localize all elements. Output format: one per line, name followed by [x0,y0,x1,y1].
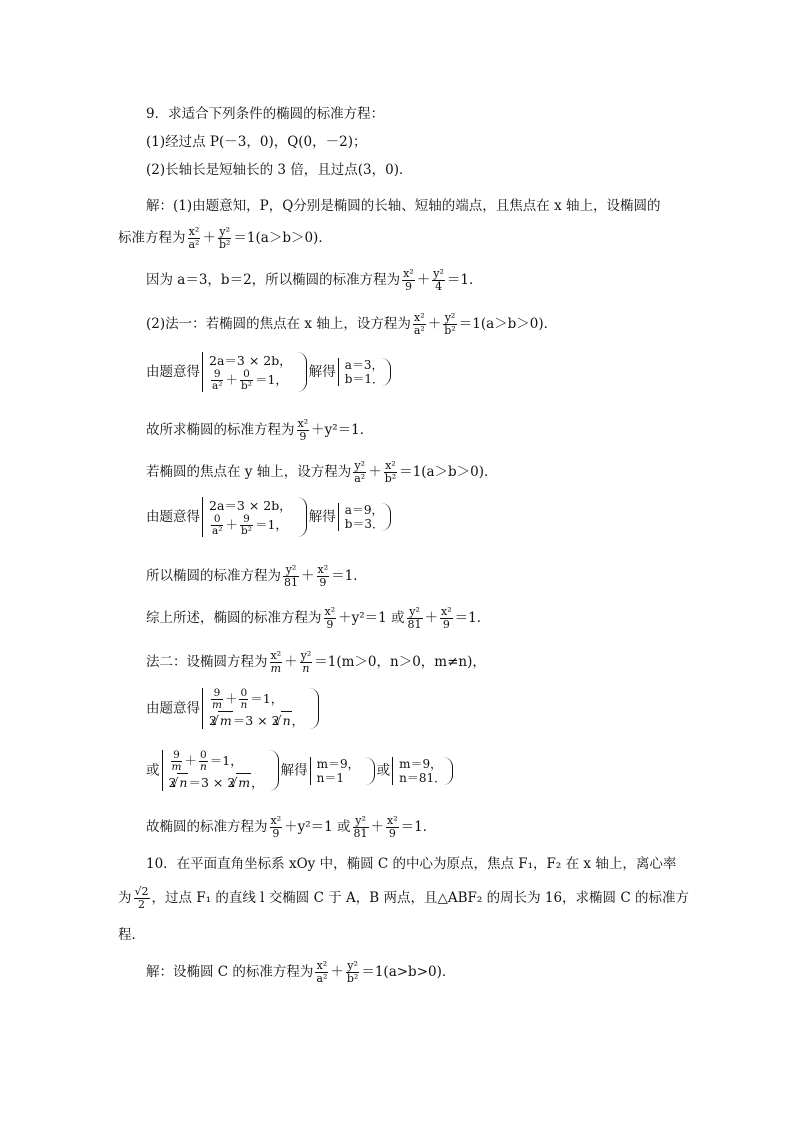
fraction: $\frac{\text{x²}}{\text{a²}}$ [316,959,328,985]
solution-system: a＝3， b＝1． [338,358,391,386]
q10-line-2: 为 $\frac{√2}{2}$ ，过点 F₁ 的直线 l 交椭圆 C 于 A，B 两点，且△ABF₂ 的周长为 16，求椭圆 C 的标准方 [118,885,689,911]
fraction: $\frac{\text{y²}}{\text{b²}}$ [218,225,231,251]
q9-summary: 综上所述，椭圆的标准方程为 $\frac{\text{x²}}{9}$ ＋y²＝1 或 $\frac{\text{y²}}{81}$ ＋ $\frac{\text{x²}}{9}$ ＝1． [146,605,491,631]
solution-system: m＝9， n＝81． [392,757,453,785]
q9-system-1: 由题意得 2a＝3 × 2b， $\frac{9}{\text{a²}}$ ＋ $\frac{0}{\text{b²}}$ ＝1， 解得 a＝3， b＝1． [146,352,393,392]
equation-system: $\frac{9}{m}$ ＋ $\frac{0}{n}$ ＝1， 2√ m＝3 × 2√ n， [202,688,319,729]
solution-system: m＝9， n＝1 [310,757,375,785]
fraction: $\frac{√2}{2}$ [134,885,149,911]
fraction: $\frac{\text{x²}}{9}$ [441,605,452,631]
q9-answer-1: 因为 a＝3，b＝2，所以椭圆的标准方程为 $\frac{\text{x²}}{9}$ ＋ $\frac{\text{y²}}{4}$ ＝1． [146,267,483,293]
q9-title: 9．求适合下列条件的椭圆的标准方程： [146,106,385,122]
fraction: $\frac{\text{y²}}{81}$ [284,563,298,589]
q10-line-3: 程． [118,927,145,943]
q9-system-4-and-solutions: 或 $\frac{9}{m}$ ＋ $\frac{0}{n}$ ＝1， 2√ n＝3 × 2√ m， 解得 m＝9， n＝1 或 m＝9， n＝81． [146,750,455,791]
q9-method-1-y-focus: 若椭圆的焦点在 y 轴上，设方程为 $\frac{\text{y²}}{\text{a²}}$ ＋ $\frac{\text{x²}}{\text{b²}}$ ＝1(a＞b＞0)． [146,459,498,485]
fraction: $\frac{\text{x²}}{m}$ [270,649,282,675]
q9-result-1: 故所求椭圆的标准方程为 $\frac{\text{x²}}{9}$ ＋y²＝1． [146,417,374,443]
fraction: $\frac{\text{y²}}{81}$ [407,605,422,631]
fraction: $\frac{\text{y²}}{n}$ [300,649,312,675]
fraction: $\frac{\text{x²}}{9}$ [270,814,282,840]
solution-system: a＝9， b＝3． [338,503,391,531]
fraction: $\frac{\text{y²}}{\text{b²}}$ [444,311,456,337]
fraction: $\frac{\text{x²}}{\text{a²}}$ [413,311,425,337]
fraction: $\frac{\text{x²}}{9}$ [324,605,336,631]
q9-solution-intro: 解：(1)由题意知，P，Q分别是椭圆的长轴、短轴的端点，且焦点在 x 轴上，设椭圆的 [146,198,661,214]
q9-standard-form-line: 标准方程为 $\frac{\text{x²}}{\text{a²}}$ ＋ $\frac{\text{y²}}{\text{b²}}$ ＝1(a＞b＞0)． [118,225,332,251]
fraction: $\frac{\text{x²}}{\text{b²}}$ [384,459,397,485]
equation-system: $\frac{9}{m}$ ＋ $\frac{0}{n}$ ＝1， 2√ n＝3 × 2√ m， [162,750,279,791]
fraction: $\frac{\text{x²}}{9}$ [403,267,414,293]
fraction: $\frac{\text{x²}}{9}$ [317,563,329,589]
q9-result-2: 所以椭圆的标准方程为 $\frac{\text{y²}}{81}$ ＋ $\frac{\text{x²}}{9}$ ＝1． [146,563,367,589]
q9-method-2: 法二：设椭圆方程为 $\frac{\text{x²}}{m}$ ＋ $\frac{\text{y²}}{n}$ ＝1(m＞0，n＞0，m≠n)， [146,649,486,675]
fraction: $\frac{\text{x²}}{\text{a²}}$ [188,225,200,251]
q9-condition-2: (2)长轴长是短轴长的 3 倍，且过点(3，0)． [146,162,413,178]
fraction: $\frac{\text{y²}}{\text{a²}}$ [354,459,366,485]
equation-system: 2a＝3 × 2b， $\frac{9}{\text{a²}}$ ＋ $\frac{0}{\text{b²}}$ ＝1， [202,352,307,392]
fraction: $\frac{\text{y²}}{4}$ [433,267,444,293]
q10-line-1: 10．在平面直角坐标系 xOy 中，椭圆 C 的中心为原点，焦点 F₁，F₂ 在 x 轴上，离心率 [146,856,677,872]
q9-method-1-x-focus: (2)法一：若椭圆的焦点在 x 轴上，设方程为 $\frac{\text{x²}}{\text{a²}}$ ＋ $\frac{\text{y²}}{\text{b²}}$ ＝1(a＞b＞0)． [146,311,558,337]
fraction: $\frac{\text{x²}}{9}$ [297,417,309,443]
q9-final-answer: 故椭圆的标准方程为 $\frac{\text{x²}}{9}$ ＋y²＝1 或 $\frac{\text{y²}}{81}$ ＋ $\frac{\text{x²}}{9}$ ＝1． [146,814,437,840]
fraction: $\frac{\text{y²}}{\text{b²}}$ [346,959,359,985]
fraction: $\frac{\text{y²}}{81}$ [353,814,368,840]
q9-system-3: 由题意得 $\frac{9}{m}$ ＋ $\frac{0}{n}$ ＝1， 2√ m＝3 × 2√ n， [146,688,321,729]
fraction: $\frac{\text{x²}}{9}$ [387,814,398,840]
q10-solution: 解：设椭圆 C 的标准方程为 $\frac{\text{x²}}{\text{a²}}$ ＋ $\frac{\text{y²}}{\text{b²}}$ ＝1(a>b>0)． [146,959,456,985]
q9-system-2: 由题意得 2a＝3 × 2b， $\frac{0}{\text{a²}}$ ＋ $\frac{9}{\text{b²}}$ ＝1， 解得 a＝9， b＝3． [146,497,393,537]
equation-system: 2a＝3 × 2b， $\frac{0}{\text{a²}}$ ＋ $\frac{9}{\text{b²}}$ ＝1， [202,497,307,537]
q9-condition-1: (1)经过点 P(－3，0)，Q(0，－2)； [146,134,367,150]
